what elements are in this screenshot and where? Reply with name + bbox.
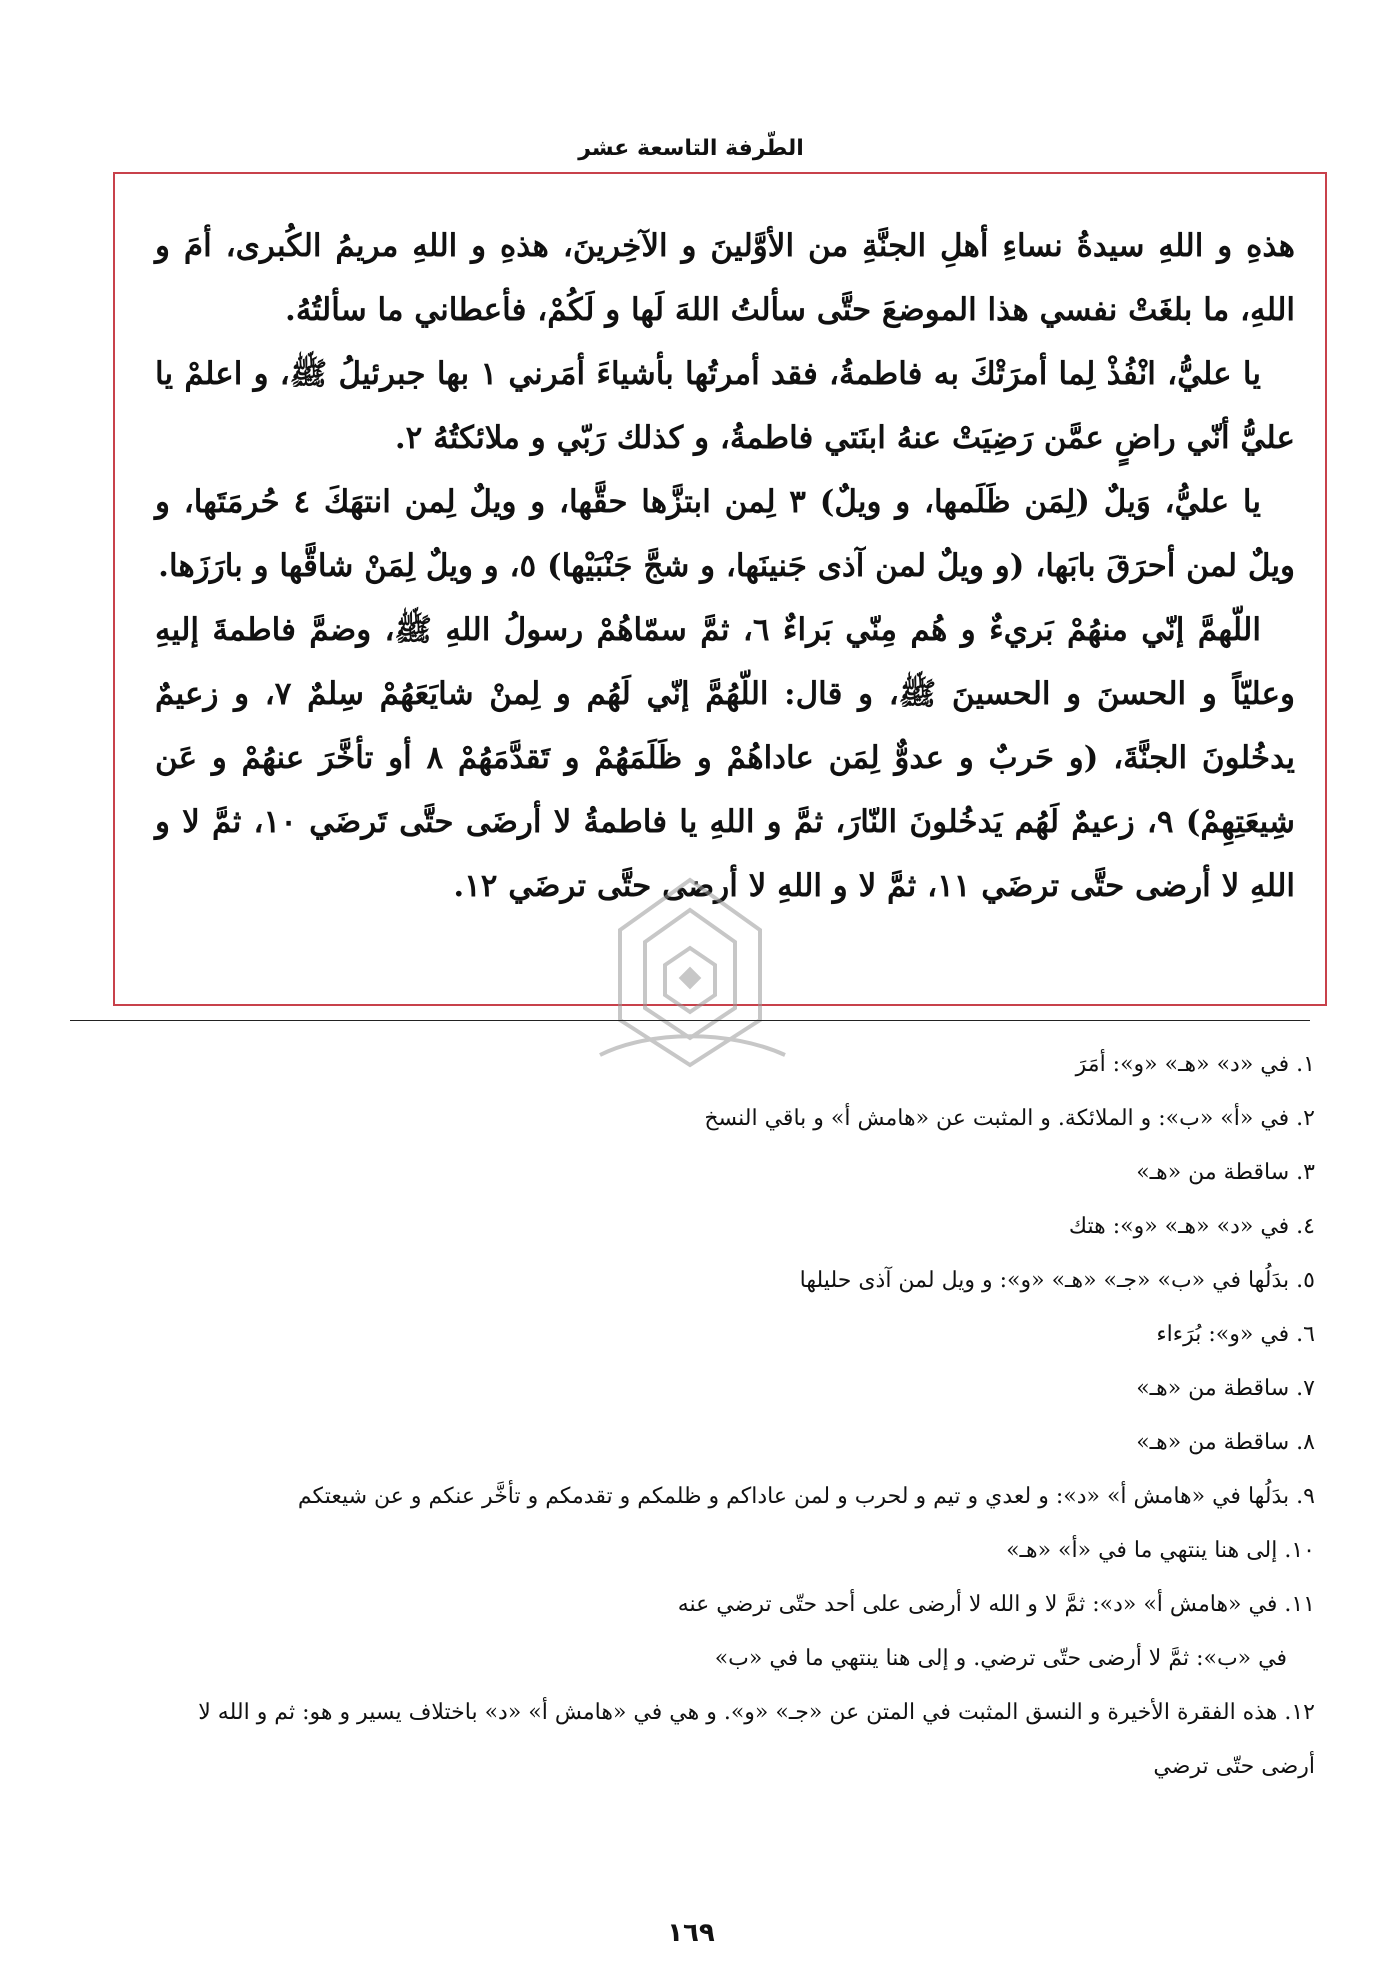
- footnote-10: [150, 1524, 1315, 1578]
- footnote-11: [150, 1578, 1315, 1632]
- footnote-number: ٩.: [1296, 1484, 1315, 1509]
- footnote-5: [150, 1254, 1315, 1308]
- footnote-3: [150, 1146, 1315, 1200]
- running-header: الطّرفة التاسعة عشر: [578, 136, 804, 161]
- main-paragraph-1: هذهِ و اللهِ سيدةُ نساءِ أهلِ الجنَّةِ من الأوَّلينَ و الآخِرينَ، هذهِ و اللهِ مريمُ الكُبرى، أمَ و اللهِ، ما بلغَتْ نفسي هذا الموضعَ حتَّى سألتُ اللهَ لَها و لَكُمْ، فأعطاني ما سألتُهُ.: [155, 228, 1295, 328]
- main-paragraph-4: اللّهمَّ إنّي منهُمْ بَريءٌ و هُم مِنّي بَراءٌ ٦، ثمَّ سمّاهُمْ رسولُ اللهِ ﷺ، وضمَّ فاطمةَ إليهِ وعليّاً و الحسنَ و الحسينَ ﷺ، و قال: اللّهُمَّ إنّي لَهُم و لِمنْ شايَعَهُمْ سِلمٌ ٧، و زعيمٌ يدخُلونَ الجنَّةَ، (و حَربٌ و عدوٌّ لِمَن عاداهُمْ و ظَلَمَهُمْ و تَقدَّمَهُمْ ٨ أو تأخَّرَ عنهُمْ و عَن شِيعَتِهِمْ) ٩، زعيمٌ لَهُم يَدخُلونَ النّارَ، ثمَّ و اللهِ يا فاطمةُ لا أرضَى حتَّى تَرضَي ١٠، ثمَّ لا و اللهِ لا أرضى حتَّى ترضَي ١١، ثمَّ لا و اللهِ لا أرضى حتَّى ترضَي ١٢.: [155, 612, 1295, 904]
- footnote-text: ساقطة من «هـ»: [1136, 1430, 1290, 1455]
- footnote-number: ٧.: [1296, 1376, 1315, 1401]
- footnote-number: ٦.: [1296, 1322, 1315, 1347]
- footnote-text: هذه الفقرة الأخيرة و النسق المثبت في المتن عن «جـ» «و». و هي في «هامش أ» «د» باختلاف يسير و هو: ثم و الله لا أرضى حتّى ترضي: [198, 1700, 1315, 1779]
- footnote-number: ٨.: [1296, 1430, 1315, 1455]
- footnote-text: في «أ» «ب»: و الملائكة. و المثبت عن «هامش أ» و باقي النسخ: [704, 1106, 1290, 1131]
- footnote-text: في «هامش أ» «د»: ثمَّ لا و الله لا أرضى على أحد حتّى ترضي عنه: [677, 1592, 1278, 1617]
- footnote-text: في «و»: بُرَءاء: [1156, 1322, 1290, 1347]
- footnote-number: ١.: [1296, 1052, 1315, 1077]
- footnote-11-continuation: [150, 1632, 1315, 1686]
- footnote-separator: [70, 1020, 1310, 1021]
- footnote-text: ساقطة من «هـ»: [1136, 1376, 1290, 1401]
- footnote-number: ٣.: [1296, 1160, 1315, 1185]
- footnote-text: بدَلُها في «هامش أ» «د»: و لعدي و تيم و لحرب و لمن عاداكم و ظلمكم و تقدمكم و تأخَّر عنكم و عن شيعتكم: [297, 1484, 1290, 1509]
- footnote-number: ١١.: [1284, 1592, 1315, 1617]
- footnote-number: ٢.: [1296, 1106, 1315, 1131]
- footnote-number: ١٠.: [1284, 1538, 1315, 1563]
- footnote-4: [150, 1200, 1315, 1254]
- page-number: ١٦٩: [667, 1918, 715, 1948]
- footnote-text: ساقطة من «هـ»: [1136, 1160, 1290, 1185]
- footnote-text: بدَلُها في «ب» «جـ» «هـ» «و»: و ويل لمن آذى حليلها: [799, 1268, 1290, 1293]
- footnotes: [150, 1038, 1315, 1794]
- footnote-text: في «د» «هـ» «و»: هتك: [1068, 1214, 1290, 1239]
- footnote-text: في «ب»: ثمَّ لا أرضى حتّى ترضي. و إلى هنا ينتهي ما في «ب»: [714, 1646, 1287, 1671]
- footnote-9: [150, 1470, 1315, 1524]
- footnote-6: [150, 1308, 1315, 1362]
- footnote-text: في «د» «هـ» «و»: أمَرَ: [1075, 1052, 1290, 1077]
- footnote-text: إلى هنا ينتهي ما في «أ» «هـ»: [1006, 1538, 1278, 1563]
- footnote-8: [150, 1416, 1315, 1470]
- footnote-12: [150, 1686, 1315, 1794]
- footnote-number: ١٢.: [1284, 1700, 1315, 1725]
- footnote-1: [150, 1038, 1315, 1092]
- main-paragraph-2: يا عليُّ، انْفُذْ لِما أمرَتْكَ به فاطمةُ، فقد أمرتُها بأشياءَ أمَرني ١ بها جبرئيلُ ﷺ، و اعلمْ يا عليُّ أنّي راضٍ عمَّن رَضِيَتْ عنهُ ابنَتي فاطمةُ، و كذلك رَبّي و ملائكتُهُ ٢.: [155, 356, 1295, 456]
- main-text: [155, 214, 1295, 918]
- footnote-number: ٥.: [1296, 1268, 1315, 1293]
- footnote-7: [150, 1362, 1315, 1416]
- main-paragraph-3: يا عليُّ، وَيلٌ (لِمَن ظَلَمها، و ويلٌ) ٣ لِمن ابتزَّها حقَّها، و ويلٌ لِمن انتهَكَ ٤ حُرمَتَها، و ويلٌ لمن أحرَقَ بابَها، (و ويلٌ لمن آذى جَنينَها، و شجَّ جَنْبَيْها) ٥، و ويلٌ لِمَنْ شاقَّها و بارَزَها.: [155, 484, 1295, 584]
- footnote-2: [150, 1092, 1315, 1146]
- footnote-number: ٤.: [1296, 1214, 1315, 1239]
